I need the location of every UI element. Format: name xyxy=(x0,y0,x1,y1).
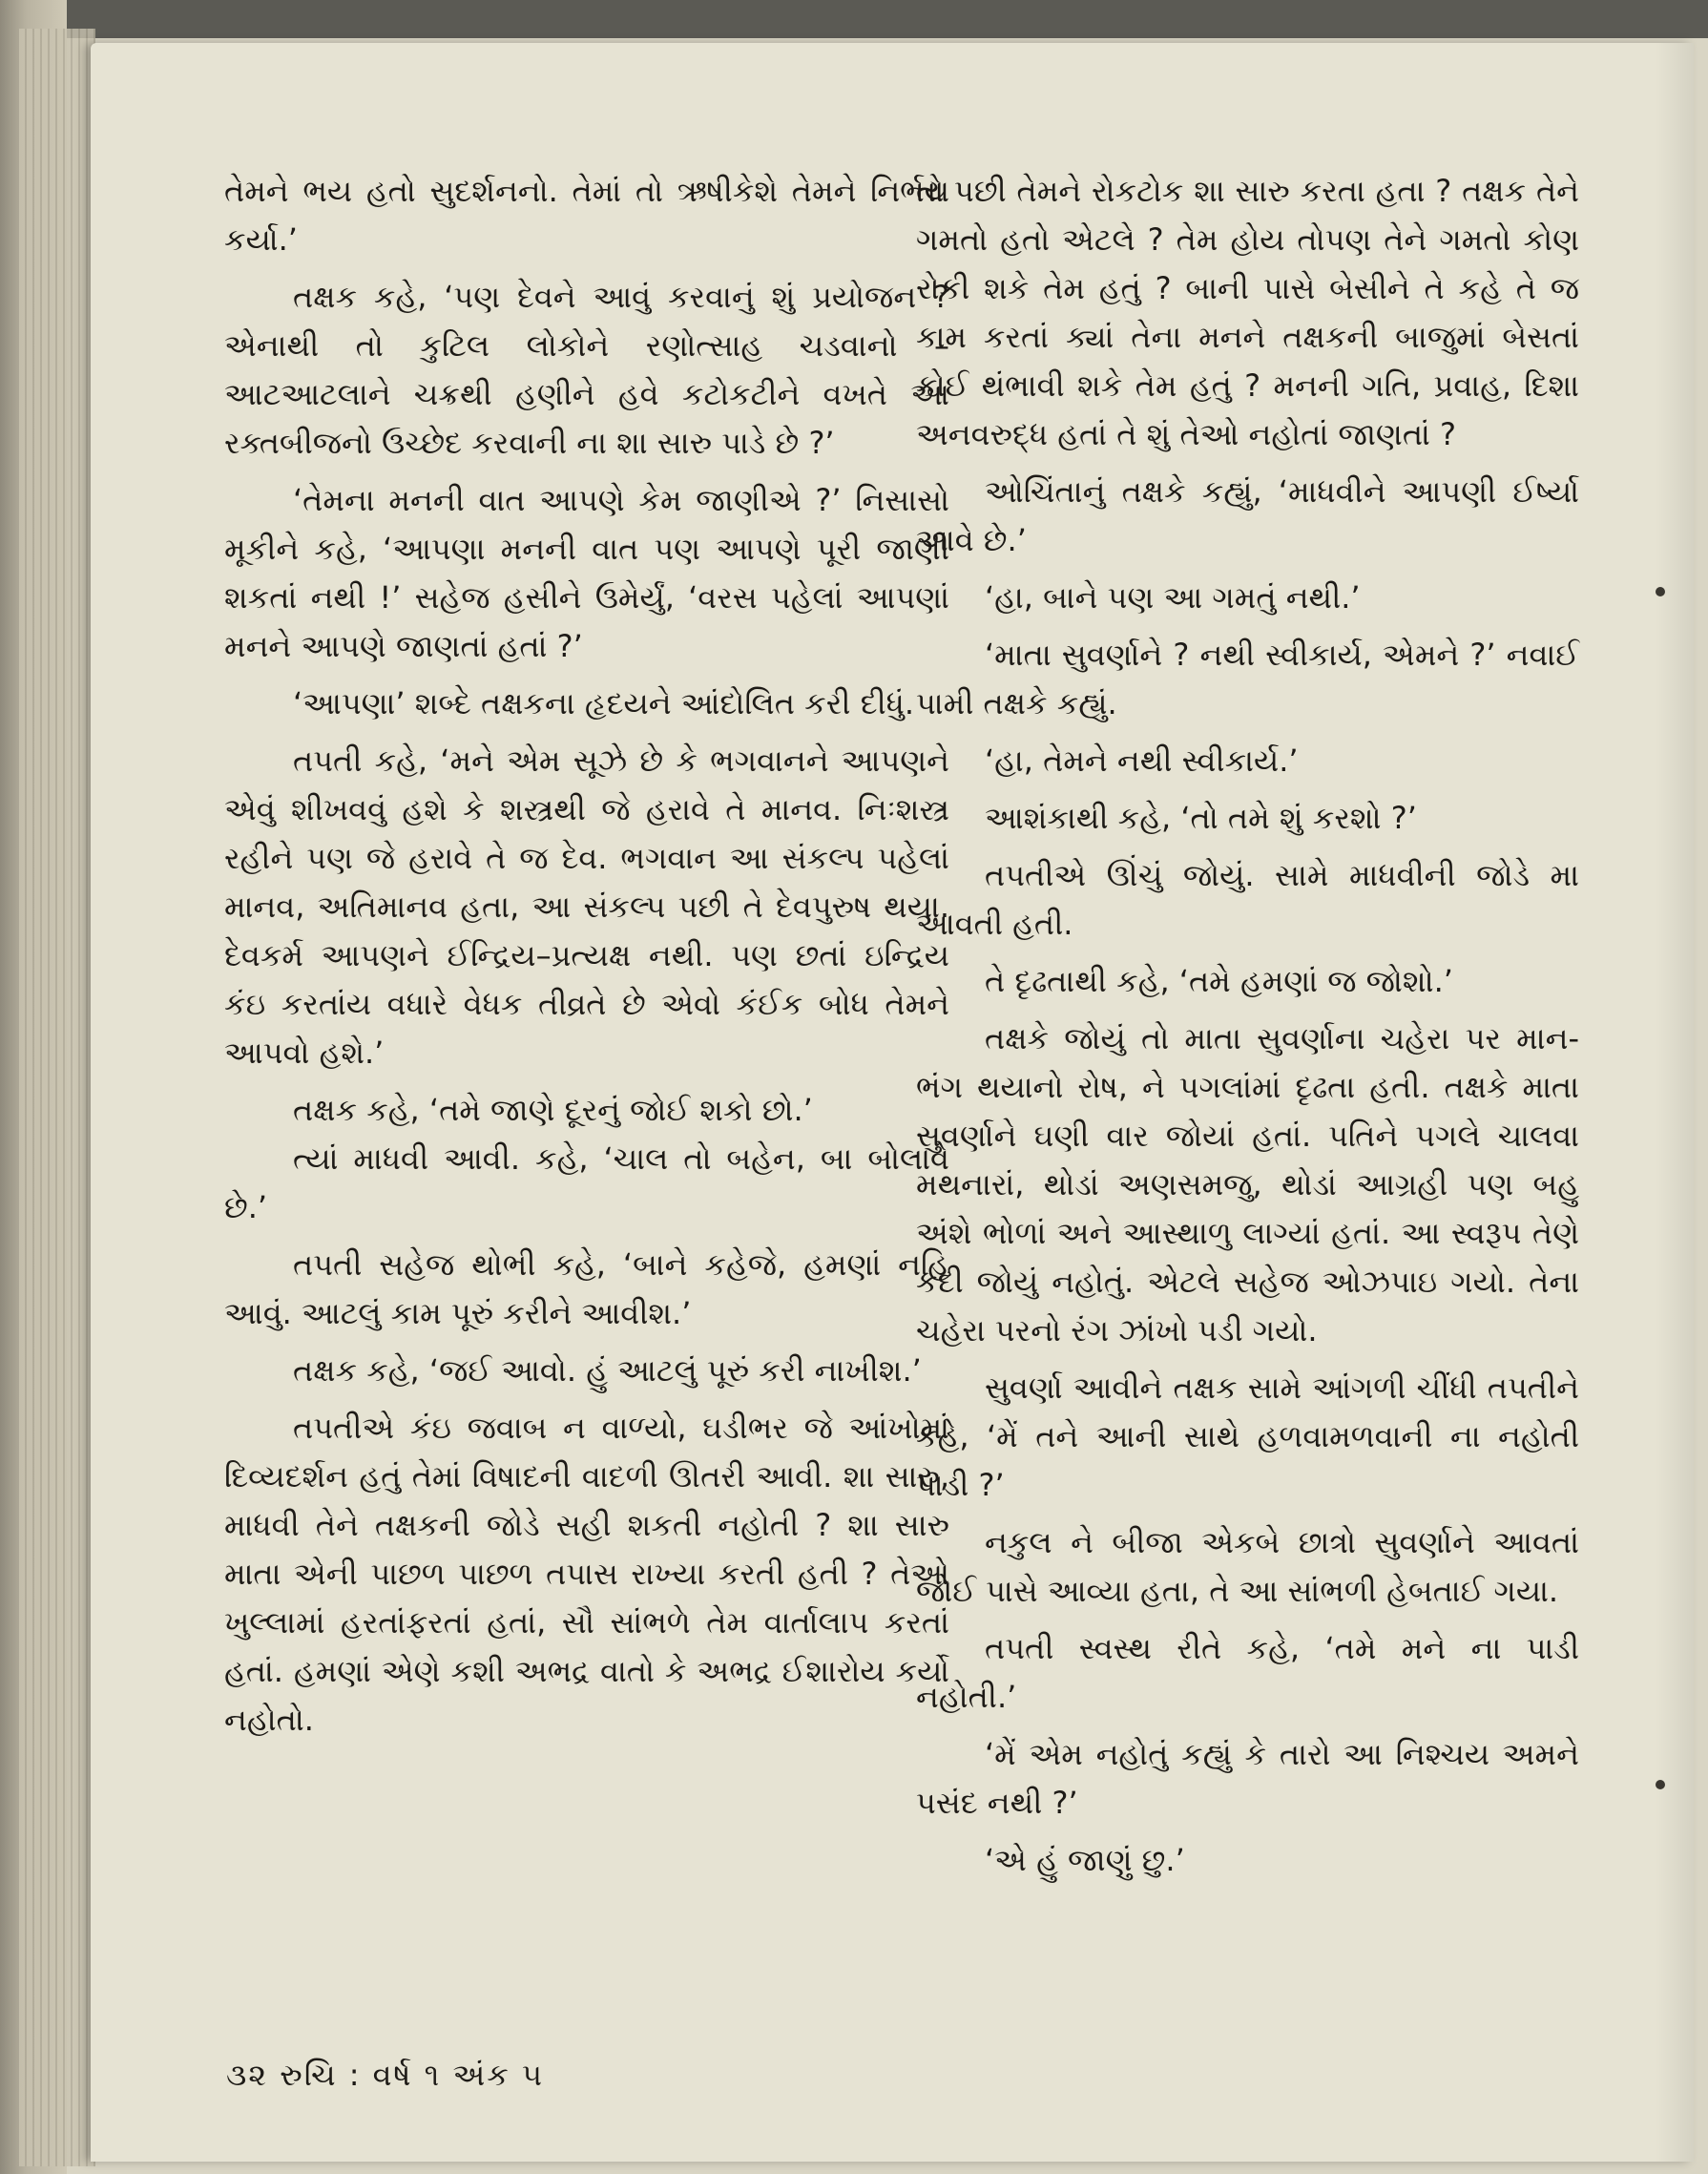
left-column xyxy=(224,167,949,1753)
right-paragraph: આશંકાથી કહે, ‘તો તમે શું કરશો ?’ xyxy=(985,800,1417,836)
left-paragraph: તપતી કહે, ‘મને એમ સૂઝે છે કે ભગવાનને આપણને એવું શીખવવું હશે કે શસ્ત્રથી જે હરાવે તે માનવ. નિઃશસ્ત્ર રહીને પણ જે હરાવે તે જ દેવ. ભગવાન આ સંકલ્પ પહેલાં માનવ, અતિમાનવ હતા, આ સંકલ્પ પછી તે દેવપુરુષ થયા. દેવકર્મ આપણને ઈન્દ્રિય–પ્રત્યક્ષ નથી. પણ છતાં ઇન્દ્રિય કંઇ કરતાંય વધારે વેધક તીવ્રતે છે એવો કંઈક બોધ તેમને આપવો હશે.’ xyxy=(224,742,949,1071)
left-paragraph: તપતીએ કંઇ જવાબ ન વાળ્યો, ઘડીભર જે આંખોમાં દિવ્યદર્શન હતું તેમાં વિષાદની વાદળી ઊતરી આવી. શા સારુ, માધવી તેને તક્ષકની જોડે સહી શકતી નહોતી ? શા સારુ માતા એની પાછળ પાછળ તપાસ રાખ્યા કરતી હતી ? તેઓ ખુલ્લામાં હરતાંફરતાં હતાં, સૌ સાંભળે તેમ વાર્તાલાપ કરતાં હતાં. હમણાં એણે કશી અભદ્ર વાતો કે અભદ્ર ઈશારોય કર્યો નહોતો. xyxy=(224,1410,949,1738)
right-paragraph: તપતી સ્વસ્થ રીતે કહે, ‘તમે મને ના પાડી નહોતી.’ xyxy=(916,1630,1579,1715)
right-paragraph: ‘એ હું જાણું છુ.’ xyxy=(985,1842,1185,1878)
left-paragraph: તેમને ભય હતો સુદર્શનનો. તેમાં તો ઋષીકેશે તેમને નિર્ભય કર્યા.’ xyxy=(224,173,949,258)
binding-hole xyxy=(1656,1780,1665,1789)
page-stack-edges xyxy=(19,29,95,2166)
page-footer: ૩૨ રુચિ : વર્ષ ૧ અંક ૫ xyxy=(226,2057,545,2093)
binding-hole xyxy=(1656,587,1665,596)
background-top xyxy=(0,0,1708,38)
right-paragraph: ‘હા, બાને પણ આ ગમતું નથી.’ xyxy=(985,579,1361,616)
left-paragraph: તક્ષક કહે, ‘જઈ આવો. હું આટલું પૂરું કરી નાખીશ.’ xyxy=(293,1352,922,1389)
right-paragraph: નકુલ ને બીજા એકબે છાત્રો સુવર્ણાને આવતાં જોઈ પાસે આવ્યા હતા, તે આ સાંભળી હેબતાઈ ગયા. xyxy=(916,1524,1579,1609)
left-paragraph: તક્ષક કહે, ‘પણ દેવને આવું કરવાનું શું પ્રયોજન ? એનાથી તો કુટિલ લોકોને રણોત્સાહ ચડવાનો – આટઆટલાને ચક્રથી હણીને હવે કટોકટીને વખતે આ રક્તબીજનો ઉચ્છેદ કરવાની ના શા સારુ પાડે છે ?’ xyxy=(224,279,949,461)
right-paragraph: તપતીએ ઊંચું જોયું. સામે માધવીની જોડે મા આવતી હતી. xyxy=(916,857,1579,942)
page-shadow xyxy=(1656,43,1694,2162)
right-paragraph: ઓચિંતાનું તક્ષકે કહ્યું, ‘માધવીને આપણી ઈર્ષ્યા આવે છે.’ xyxy=(916,473,1579,558)
left-paragraph: ‘તેમના મનની વાત આપણે કેમ જાણીએ ?’ નિસાસો મૂકીને કહે, ‘આપણા મનની વાત પણ આપણે પૂરી જાણી શકતાં નથી !’ સહેજ હસીને ઉમેર્યું, ‘વરસ પહેલાં આપણાં મનને આપણે જાણતાં હતાં ?’ xyxy=(224,482,949,664)
left-paragraph: ‘આપણા’ શબ્દે તક્ષકના હૃદયને આંદોલિત કરી દીધું. xyxy=(293,685,915,721)
left-paragraph: તક્ષક કહે, ‘તમે જાણે દૂરનું જોઈ શકો છો.’ xyxy=(293,1092,813,1128)
book-page xyxy=(91,43,1694,2162)
right-paragraph: સુવર્ણા આવીને તક્ષક સામે આંગળી ચીંધી તપતીને કહે, ‘મેં તને આની સાથે હળવામળવાની ના નહોતી પાડી ?’ xyxy=(916,1369,1579,1503)
left-paragraph: ત્યાં માધવી આવી. કહે, ‘ચાલ તો બહેન, બા બોલાવે છે.’ xyxy=(224,1140,949,1225)
right-paragraph: ‘મેં એમ નહોતું કહ્યું કે તારો આ નિશ્ચય અમને પસંદ નથી ?’ xyxy=(916,1736,1579,1821)
right-paragraph: તે દૃઢતાથી કહે, ‘તમે હમણાં જ જોશો.’ xyxy=(985,963,1453,999)
left-paragraph: તપતી સહેજ થોભી કહે, ‘બાને કહેજે, હમણાં નહિ આવું. આટલું કામ પૂરું કરીને આવીશ.’ xyxy=(224,1246,949,1331)
right-paragraph: તક્ષકે જોયું તો માતા સુવર્ણાના ચહેરા પર માન-ભંગ થયાનો રોષ, ને પગલાંમાં દૃઢતા હતી. તક્ષકે માતા સુવર્ણાને ઘણી વાર જોયાં હતાં. પતિને પગલે ચાલવા મથનારાં, થોડાં અણસમજુ, થોડાં આગ્રહી પણ બહુ અંશે ભોળાં અને આસ્થાળુ લાગ્યાં હતાં. આ સ્વરૂપ તેણે કદી જોયું નહોતું. એટલે સહેજ ઓઝપાઇ ગયો. તેના ચહેરા પરનો રંગ ઝાંખો પડી ગયો. xyxy=(916,1020,1579,1348)
right-paragraph: ‘માતા સુવર્ણાને ? નથી સ્વીકાર્ય, એમને ?’ નવાઈ પામી તક્ષકે કહ્યું. xyxy=(916,637,1579,721)
right-paragraph: ‘હા, તેમને નથી સ્વીકાર્ય.’ xyxy=(985,742,1299,779)
right-column xyxy=(916,167,1579,1893)
right-paragraph: તો પછી તેમને રોકટોક શા સારુ કરતા હતા ? તક્ષક તેને ગમતો હતો એટલે ? તેમ હોય તોપણ તેને ગમતો કોણ રોકી શકે તેમ હતું ? બાની પાસે બેસીને તે કહે તે જ કામ કરતાં ક્યાં તેના મનને તક્ષકની બાજુમાં બેસતાં કોઈ થંભાવી શકે તેમ હતું ? મનની ગતિ, પ્રવાહ, દિશા અનવરુદ્ધ હતાં તે શું તેઓ નહોતાં જાણતાં ? xyxy=(916,173,1579,452)
